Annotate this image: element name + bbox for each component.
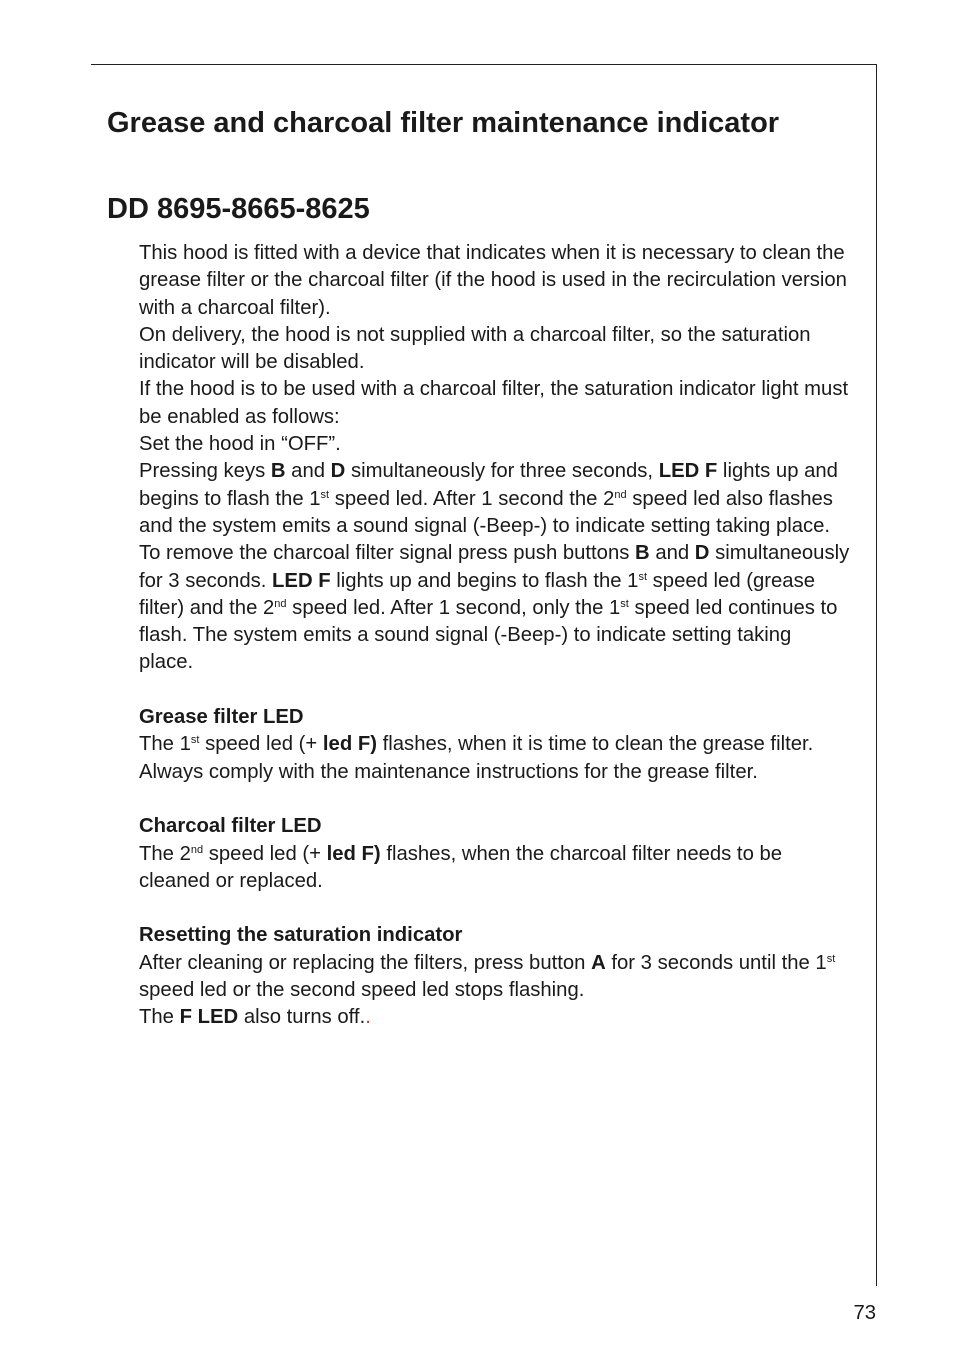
- remove-text-a: To remove the charcoal filter signal press push buttons: [139, 542, 636, 565]
- remove-text-d: speed led (grease filter) and the 2: [139, 569, 816, 619]
- grease-filter-heading-text: Grease filter LED: [139, 706, 304, 729]
- charcoal-text-a: The 2: [139, 842, 191, 865]
- press-text-and: and: [285, 460, 331, 483]
- reset-text-a: After cleaning or replacing the filters, press button: [139, 951, 592, 974]
- led-f-label: LED F: [658, 460, 718, 483]
- enable-paragraph: If the hood is to be used with a charcoal filter, the saturation indicator light must be enabled as follows:: [139, 378, 849, 428]
- charcoal-text-c: flashes, when the charcoal filter needs to be cleaned or replaced.: [139, 842, 783, 892]
- page-title: Grease and charcoal filter maintenance indicator: [107, 107, 780, 139]
- press-text-d: speed led. After 1 second the 2: [329, 487, 615, 510]
- press-keys-paragraph: [139, 458, 851, 540]
- grease-text-a: The 1: [139, 733, 191, 756]
- led-f-label: led F): [322, 733, 377, 756]
- grease-comply-paragraph: Always comply with the maintenance instructions for the grease filter.: [139, 760, 758, 783]
- ordinal-suffix: st: [190, 734, 200, 747]
- press-text-b: simultaneously for three seconds,: [345, 460, 659, 483]
- paragraph-gap: [139, 677, 851, 704]
- charcoal-filter-paragraph: [139, 841, 851, 896]
- body-text: [139, 240, 851, 1032]
- ordinal-suffix: st: [620, 597, 629, 610]
- ordinal-suffix: nd: [274, 597, 287, 610]
- key-d: D: [694, 542, 710, 565]
- page-number: 73: [853, 1302, 876, 1324]
- f-led-label: F LED: [179, 1006, 239, 1029]
- ordinal-suffix: st: [320, 488, 330, 501]
- remove-signal-paragraph: [139, 540, 851, 676]
- key-a: A: [591, 951, 606, 974]
- trailing-dot: .: [365, 1006, 371, 1029]
- right-rule: [876, 64, 877, 1286]
- remove-text-c: lights up and begins to flash the 1: [330, 569, 639, 592]
- remove-text-f: speed led continues to flash. The system emits a sound signal (-Beep-) to indicate setting taking place.: [139, 596, 838, 674]
- intro-paragraph: This hood is fitted with a device that indicates when it is necessary to clean the grease filter or the charcoal filter (if the hood is used in the recirculation version with a charcoal filter).: [139, 242, 847, 319]
- reset-text-b: for 3 seconds until the 1: [605, 951, 827, 974]
- remove-text-e: speed led. After 1 second, only the 1: [286, 596, 621, 619]
- set-off-paragraph: Set the hood in “OFF”.: [139, 433, 341, 456]
- key-b: B: [270, 460, 286, 483]
- led-f-label: led F): [326, 842, 381, 865]
- key-b: B: [635, 542, 650, 565]
- ordinal-suffix: st: [826, 952, 836, 965]
- reset-heading-text: Resetting the saturation indicator: [139, 924, 463, 947]
- delivery-paragraph: On delivery, the hood is not supplied with a charcoal filter, so the saturation indicator will be disabled.: [139, 323, 811, 374]
- reset-paragraph: [139, 950, 851, 1005]
- remove-text-and: and: [649, 542, 695, 565]
- ordinal-suffix: nd: [614, 488, 627, 501]
- paragraph-gap: [139, 786, 851, 813]
- ordinal-suffix: nd: [190, 843, 204, 856]
- led-f-label: LED F: [272, 569, 331, 592]
- remove-text-b: simultaneously for 3 seconds.: [139, 542, 850, 592]
- grease-filter-heading: [139, 704, 851, 731]
- paragraph-gap: [139, 895, 851, 922]
- press-text-e: speed led also flashes and the system emits a sound signal (-Beep-) to indicate setting taking place.: [139, 487, 833, 537]
- grease-text-b: speed led (+: [199, 733, 323, 756]
- press-text-c: lights up and begins to flash the 1: [139, 460, 838, 510]
- charcoal-text-b: speed led (+: [203, 842, 327, 865]
- press-text-a: Pressing keys: [139, 460, 271, 483]
- key-d: D: [330, 460, 346, 483]
- reset-text-c: speed led or the second speed led stops flashing.: [139, 979, 585, 1002]
- reset-heading: [139, 922, 851, 949]
- ordinal-suffix: st: [638, 570, 648, 583]
- led-off-paragraph: [139, 1004, 851, 1031]
- reset-text-d: The: [139, 1006, 180, 1029]
- top-rule: [91, 64, 877, 65]
- grease-text-c: flashes, when it is time to clean the grease filter.: [377, 733, 814, 756]
- grease-filter-paragraph: [139, 731, 851, 758]
- charcoal-filter-heading: [139, 813, 851, 840]
- charcoal-filter-heading-text: Charcoal filter LED: [139, 815, 322, 838]
- reset-text-e: also turns off.: [238, 1006, 366, 1029]
- model-numbers: DD 8695-8665-8625: [107, 193, 370, 225]
